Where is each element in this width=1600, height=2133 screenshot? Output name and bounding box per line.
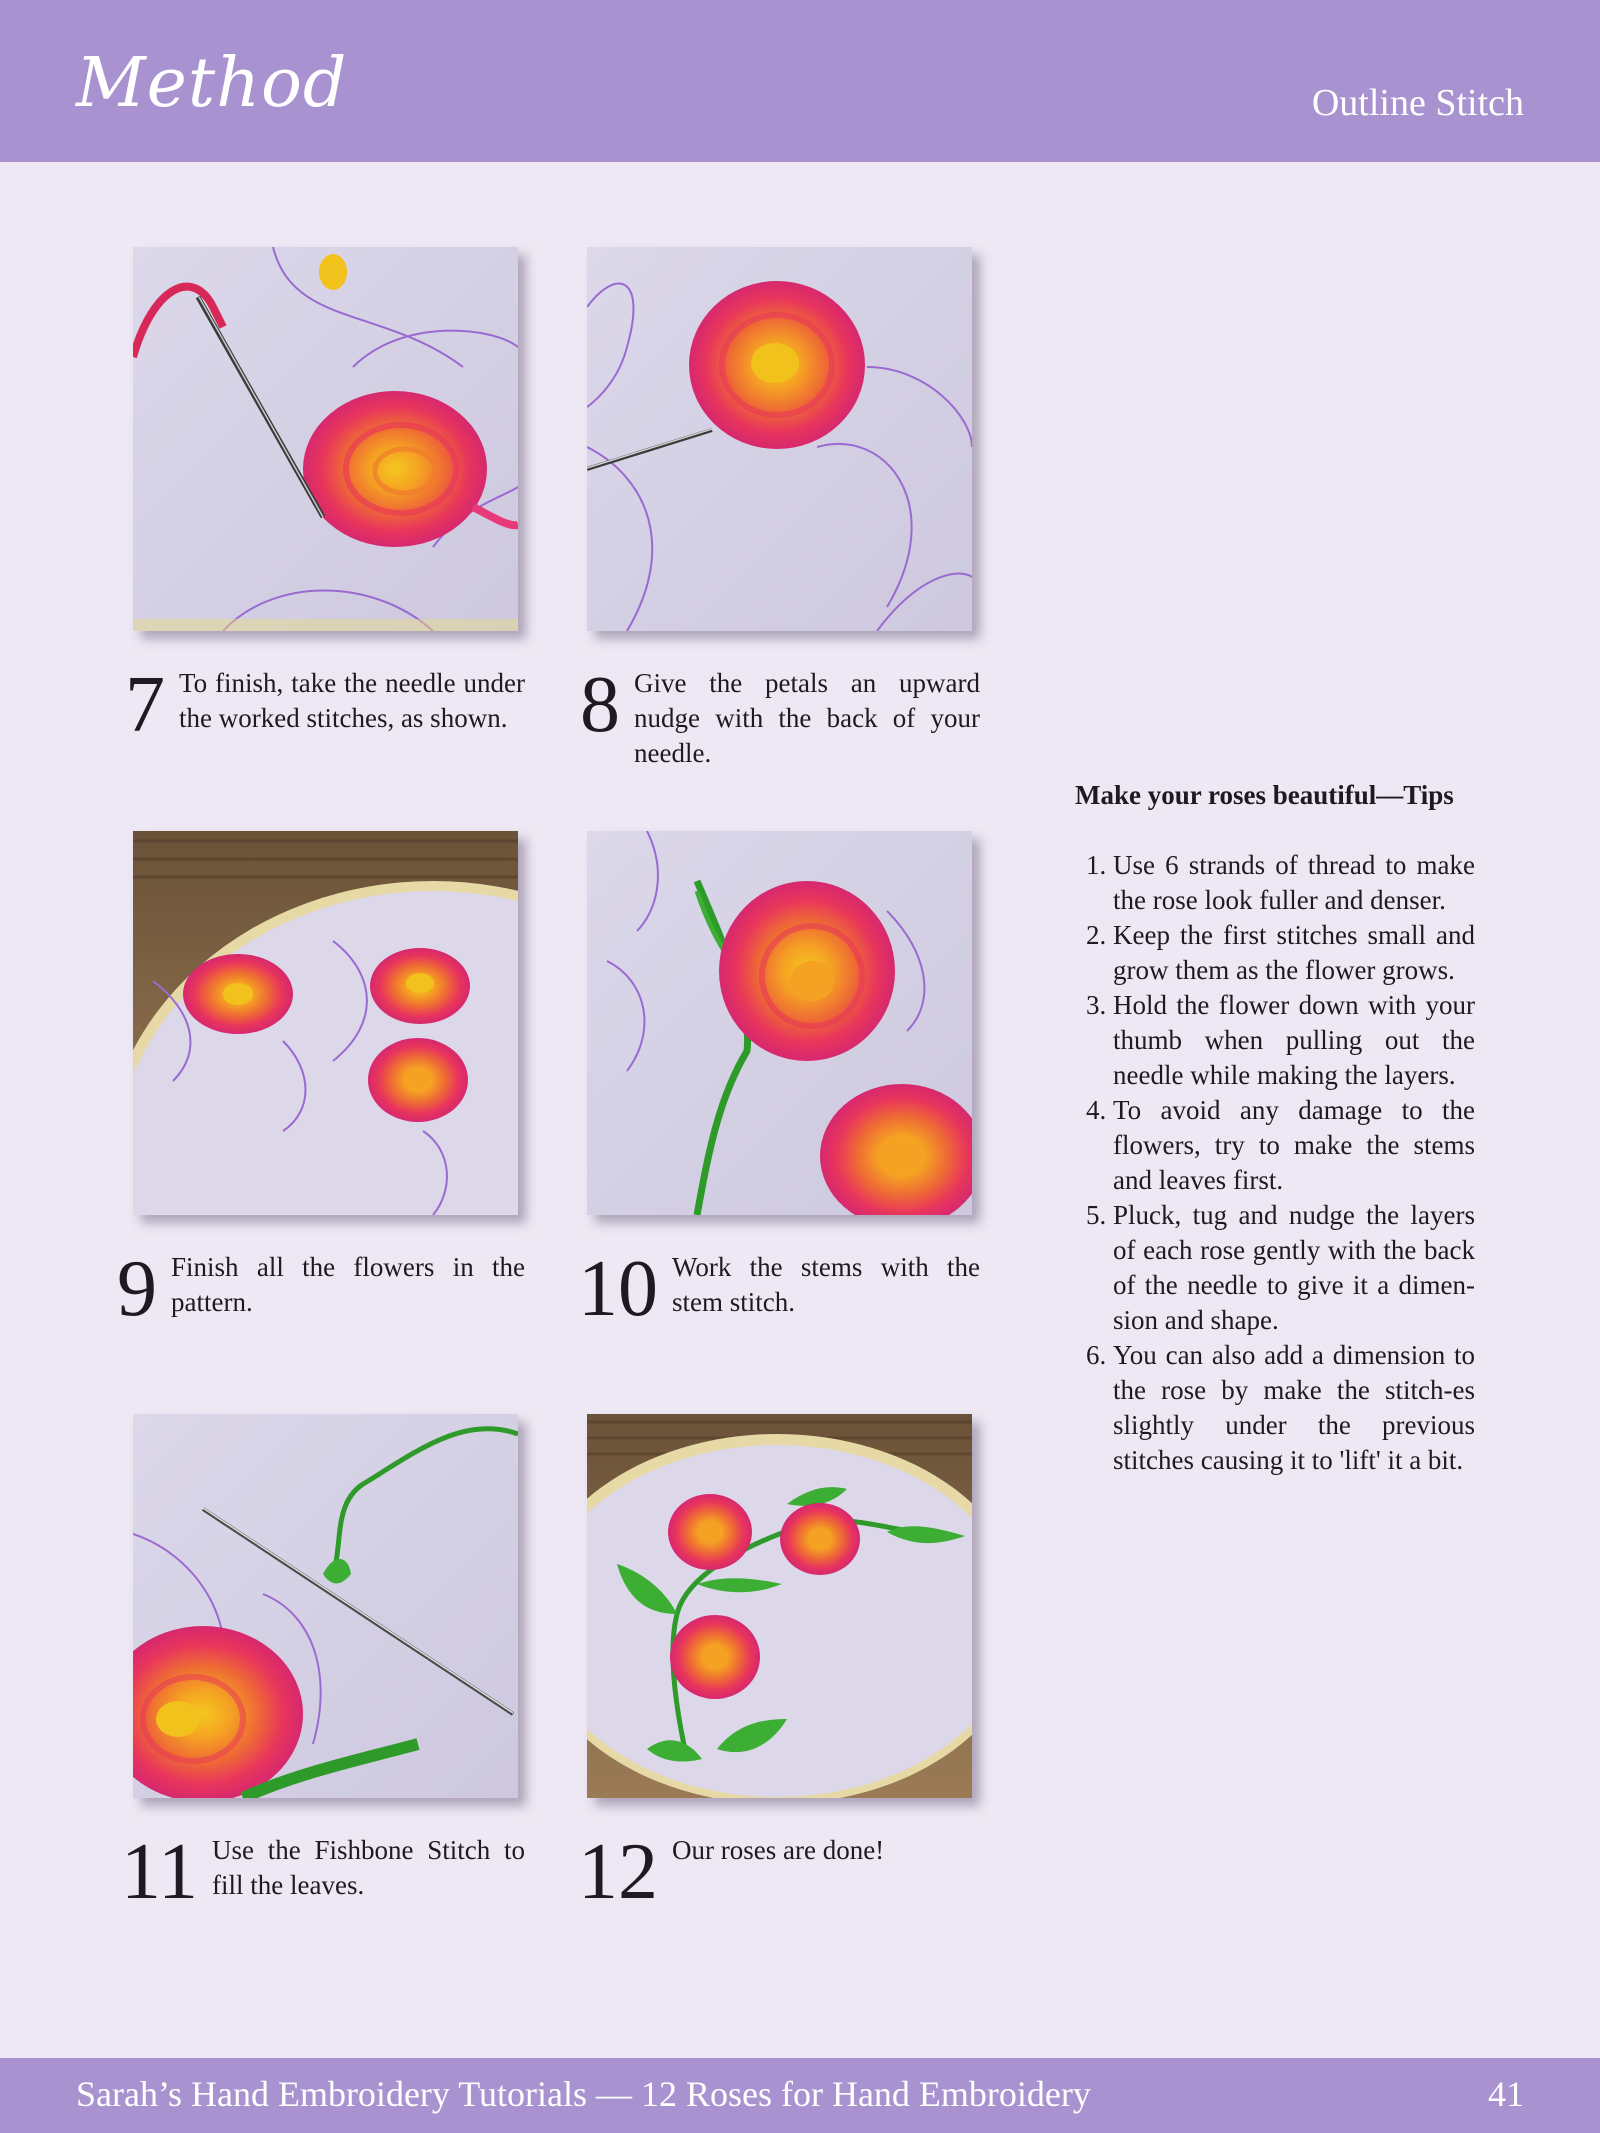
tip-item: 1. Use 6 strands of thread to make the rose look fuller and denser. [1113,848,1475,918]
tip-item: 5. Pluck, tug and nudge the layers of each rose gently with the back of the needle to give it a dimen-sion and shape. [1113,1198,1475,1338]
step-12-text: Our roses are done! [672,1835,885,1865]
step-11-photo [133,1414,518,1798]
tips-title: Make your roses beautiful—Tips [1075,780,1454,810]
header-band [0,0,1600,162]
step-10 [578,1245,980,1333]
step-8-text: Give the petals an upward nudge with the back of your needle. [634,668,980,768]
step-7-photo [133,247,518,631]
step-9-text: Finish all the flowers in the pattern. [171,1252,525,1317]
step-12-photo [587,1414,972,1798]
step-7-text: To finish, take the needle under the worked stitches, as shown. [179,668,525,733]
step-8-photo [587,247,972,631]
step-9-photo [133,831,518,1215]
step-9 [117,1245,525,1333]
step-12-number: 12 [578,1828,658,1916]
step-11 [121,1828,525,1916]
step-11-text: Use the Fishbone Stitch to fill the leaves. [212,1835,525,1900]
step-8 [580,661,980,771]
step-12 [578,1828,980,1916]
footer-band [0,2058,1600,2133]
step-10-text: Work the stems with the stem stitch. [672,1252,980,1317]
section-title: Outline Stitch [1311,82,1524,124]
tips-list [1075,848,1475,1478]
step-10-number: 10 [578,1245,658,1333]
step-10-photo [587,831,972,1215]
tip-item: 4. To avoid any damage to the flowers, try to make the stems and leaves first. [1113,1093,1475,1198]
book-title: Sarah’s Hand Embroidery Tutorials — 12 Roses for Hand Embroidery [76,2074,1091,2114]
step-8-number: 8 [580,661,620,749]
step-11-number: 11 [121,1828,199,1916]
tip-item: 6. You can also add a dimension to the rose by make the stitch-es slightly under the previous stitches causing it to 'lift' it a bit. [1113,1338,1475,1478]
tip-item: 2. Keep the first stitches small and grow them as the flower grows. [1113,918,1475,988]
page-number: 41 [1488,2074,1524,2114]
step-7-number: 7 [125,661,165,749]
tips-box [1075,778,1475,1478]
step-9-number: 9 [117,1245,157,1333]
tip-item: 3. Hold the flower down with your thumb when pulling out the needle while making the layers. [1113,988,1475,1093]
step-7 [125,661,525,749]
page-title: Method [76,44,348,123]
